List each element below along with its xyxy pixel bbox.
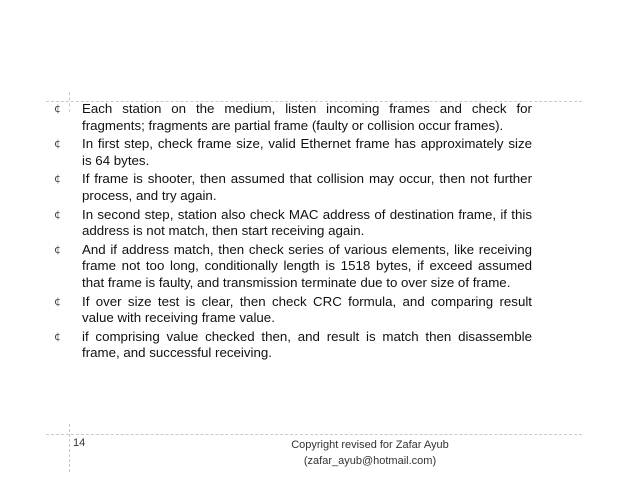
bullet-text: In first step, check frame size, valid Ethernet frame has approximately size is 64 bytes. bbox=[82, 136, 532, 168]
bullet-icon: ¢ bbox=[54, 137, 61, 151]
bullet-text: If frame is shooter, then assumed that collision may occur, then not further process, and try again. bbox=[82, 171, 532, 203]
bullet-text: Each station on the medium, listen incoming frames and check for fragments; fragments are partial frame (faulty or collision occur frames). bbox=[82, 101, 532, 133]
bullet-item bbox=[54, 294, 532, 327]
bullet-text: And if address match, then check series of various elements, like receiving frame not too long, conditionally length is 1518 bytes, if exceed assumed that frame is faulty, and transmission terminate due to over size of frame. bbox=[82, 241, 532, 290]
bullet-icon: ¢ bbox=[54, 172, 61, 186]
bullet-item bbox=[54, 136, 532, 169]
bullet-item bbox=[54, 101, 532, 134]
bottom-divider bbox=[46, 434, 582, 435]
bullet-icon: ¢ bbox=[54, 207, 61, 221]
bullet-icon: ¢ bbox=[54, 329, 61, 343]
bullet-item bbox=[54, 242, 532, 292]
bullet-list bbox=[54, 101, 532, 364]
page-number: 14 bbox=[73, 437, 86, 449]
bullet-text: In second step, station also check MAC address of destination frame, if this address is not match, then start receiving again. bbox=[82, 206, 532, 239]
bullet-text: If over size test is clear, then check CRC formula, and comparing result value with receiving frame value. bbox=[82, 293, 532, 326]
bullet-item bbox=[54, 207, 532, 240]
bottom-vertical-divider bbox=[69, 424, 70, 472]
copyright-notice bbox=[260, 437, 480, 469]
bullet-item bbox=[54, 171, 532, 204]
copyright-email: (zafar_ayub@hotmail.com) bbox=[303, 455, 437, 467]
bullet-text: if comprising value checked then, and result is match then disassemble frame, and successful receiving. bbox=[82, 328, 532, 361]
bullet-icon: ¢ bbox=[54, 294, 61, 308]
bullet-icon: ¢ bbox=[54, 242, 61, 256]
bullet-icon: ¢ bbox=[54, 102, 61, 115]
copyright-line: Copyright revised for Zafar Ayub bbox=[291, 439, 449, 451]
bullet-item bbox=[54, 329, 532, 362]
